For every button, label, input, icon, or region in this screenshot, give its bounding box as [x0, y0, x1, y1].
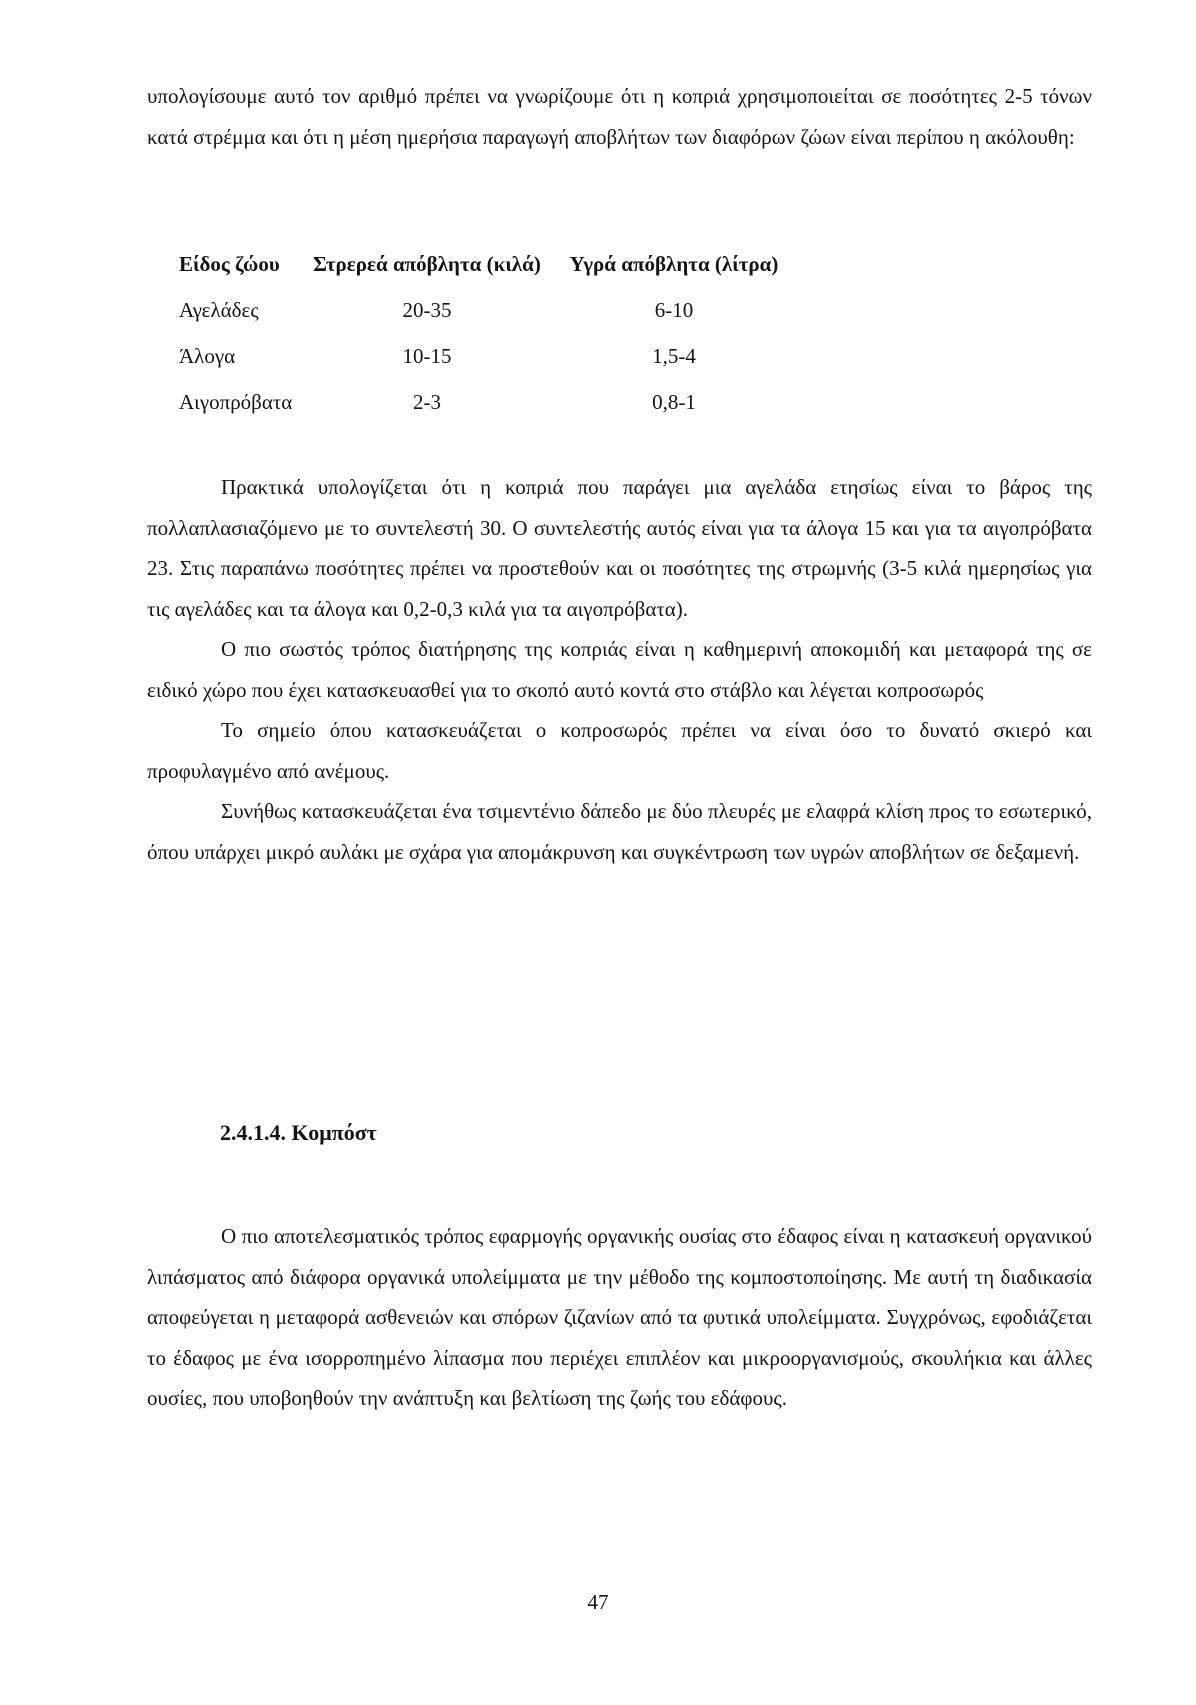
paragraph-manure-estimate: Πρακτικά υπολογίζεται ότι η κοπριά που παράγει μια αγελάδα ετησίως είναι το βάρος της πολλαπλασιαζόμενο με το συντελεστή 30. Ο συντελεστής αυτός είναι για τα άλογα 15 και για τα αιγοπρόβατα 23. Στις παραπάνω ποσότητες πρέπει να προστεθούν και οι ποσότητες της στρωμνής (3-5 κιλά ημερησίως για τις αγελάδες και τα άλογα και 0,2-0,3 κιλά για τα αιγοπρόβατα).	[147, 475, 1092, 621]
header-liquid-waste: Υγρά απόβλητα (λίτρα)	[569, 252, 779, 276]
manure-text-block	[147, 467, 1092, 872]
paragraph-compost: Ο πιο αποτελεσματικός τρόπος εφαρμογής οργανικής ουσίας στο έδαφος είναι η κατασκευή οργανικού λιπάσματος από διάφορα οργανικά υπολείμματα με την μέθοδο της κομποστοποίησης. Με αυτή τη διαδικασία αποφεύγεται η μεταφορά ασθενειών και σπόρων ζιζανίων από τα φυτικά υπολείμματα. Συγχρόνως, εφοδιάζεται το έδαφος με ένα ισορροπημένο λίπασμα που περιέχει επιπλέον και μικροοργανισμούς, σκουλήκια και άλλες ουσίες, που υποβοηθούν την ανάπτυξη και βελτίωση της ζωής του εδάφους.	[147, 1224, 1092, 1410]
compost-text-block	[147, 1216, 1092, 1419]
paragraph-storage-construction: Συνήθως κατασκευάζεται ένα τσιμεντένιο δάπεδο με δύο πλευρές με ελαφρά κλίση προς το εσωτερικό, όπου υπάρχει μικρό αυλάκι με σχάρα για απομάκρυνση και συγκέντρωση των υγρών αποβλήτων σε δεξαμενή.	[147, 799, 1092, 864]
cell-liquid: 6-10	[654, 298, 694, 322]
cell-liquid: 0,8-1	[652, 390, 696, 414]
page-number: 47	[587, 1590, 609, 1614]
intro-paragraph: υπολογίσουμε αυτό τον αριθμό πρέπει να γνωρίζουμε ότι η κοπριά χρησιμοποιείται σε ποσότητες 2-5 τόνων κατά στρέμμα και ότι η μέση ημερήσια παραγωγή αποβλήτων των διαφόρων ζώων είναι περίπου η ακόλουθη:	[147, 84, 1092, 149]
cell-solid: 20-35	[402, 298, 452, 322]
table-row	[147, 390, 1092, 436]
intro-block	[147, 76, 1092, 157]
table-row	[147, 298, 1092, 344]
header-animal-type: Είδος ζώου	[179, 252, 280, 276]
header-solid-waste: Στρερεά απόβλητα (κιλά)	[313, 252, 541, 276]
cell-solid: 10-15	[402, 344, 452, 368]
table-header-row	[147, 252, 1092, 298]
cell-solid: 2-3	[413, 390, 441, 414]
paragraph-storage-location: Το σημείο όπου κατασκευάζεται ο κοπροσωρός πρέπει να είναι όσο το δυνατό σκιερό και προφυλαγμένο από ανέμους.	[147, 718, 1092, 783]
cell-animal: Αγελάδες	[179, 298, 259, 322]
section-heading: 2.4.1.4. Κομπόστ	[220, 1120, 377, 1145]
table-row	[147, 344, 1092, 390]
cell-animal: Αιγοπρόβατα	[179, 390, 293, 414]
paragraph-manure-storage: Ο πιο σωστός τρόπος διατήρησης της κοπριάς είναι η καθημερινή αποκομιδή και μεταφορά της σε ειδικό χώρο που έχει κατασκευασθεί για το σκοπό αυτό κοντά στο στάβλο και λέγεται κοπροσωρός	[147, 637, 1092, 702]
cell-animal: Άλογα	[179, 344, 236, 368]
animal-waste-table	[147, 252, 1092, 436]
cell-liquid: 1,5-4	[652, 344, 696, 368]
